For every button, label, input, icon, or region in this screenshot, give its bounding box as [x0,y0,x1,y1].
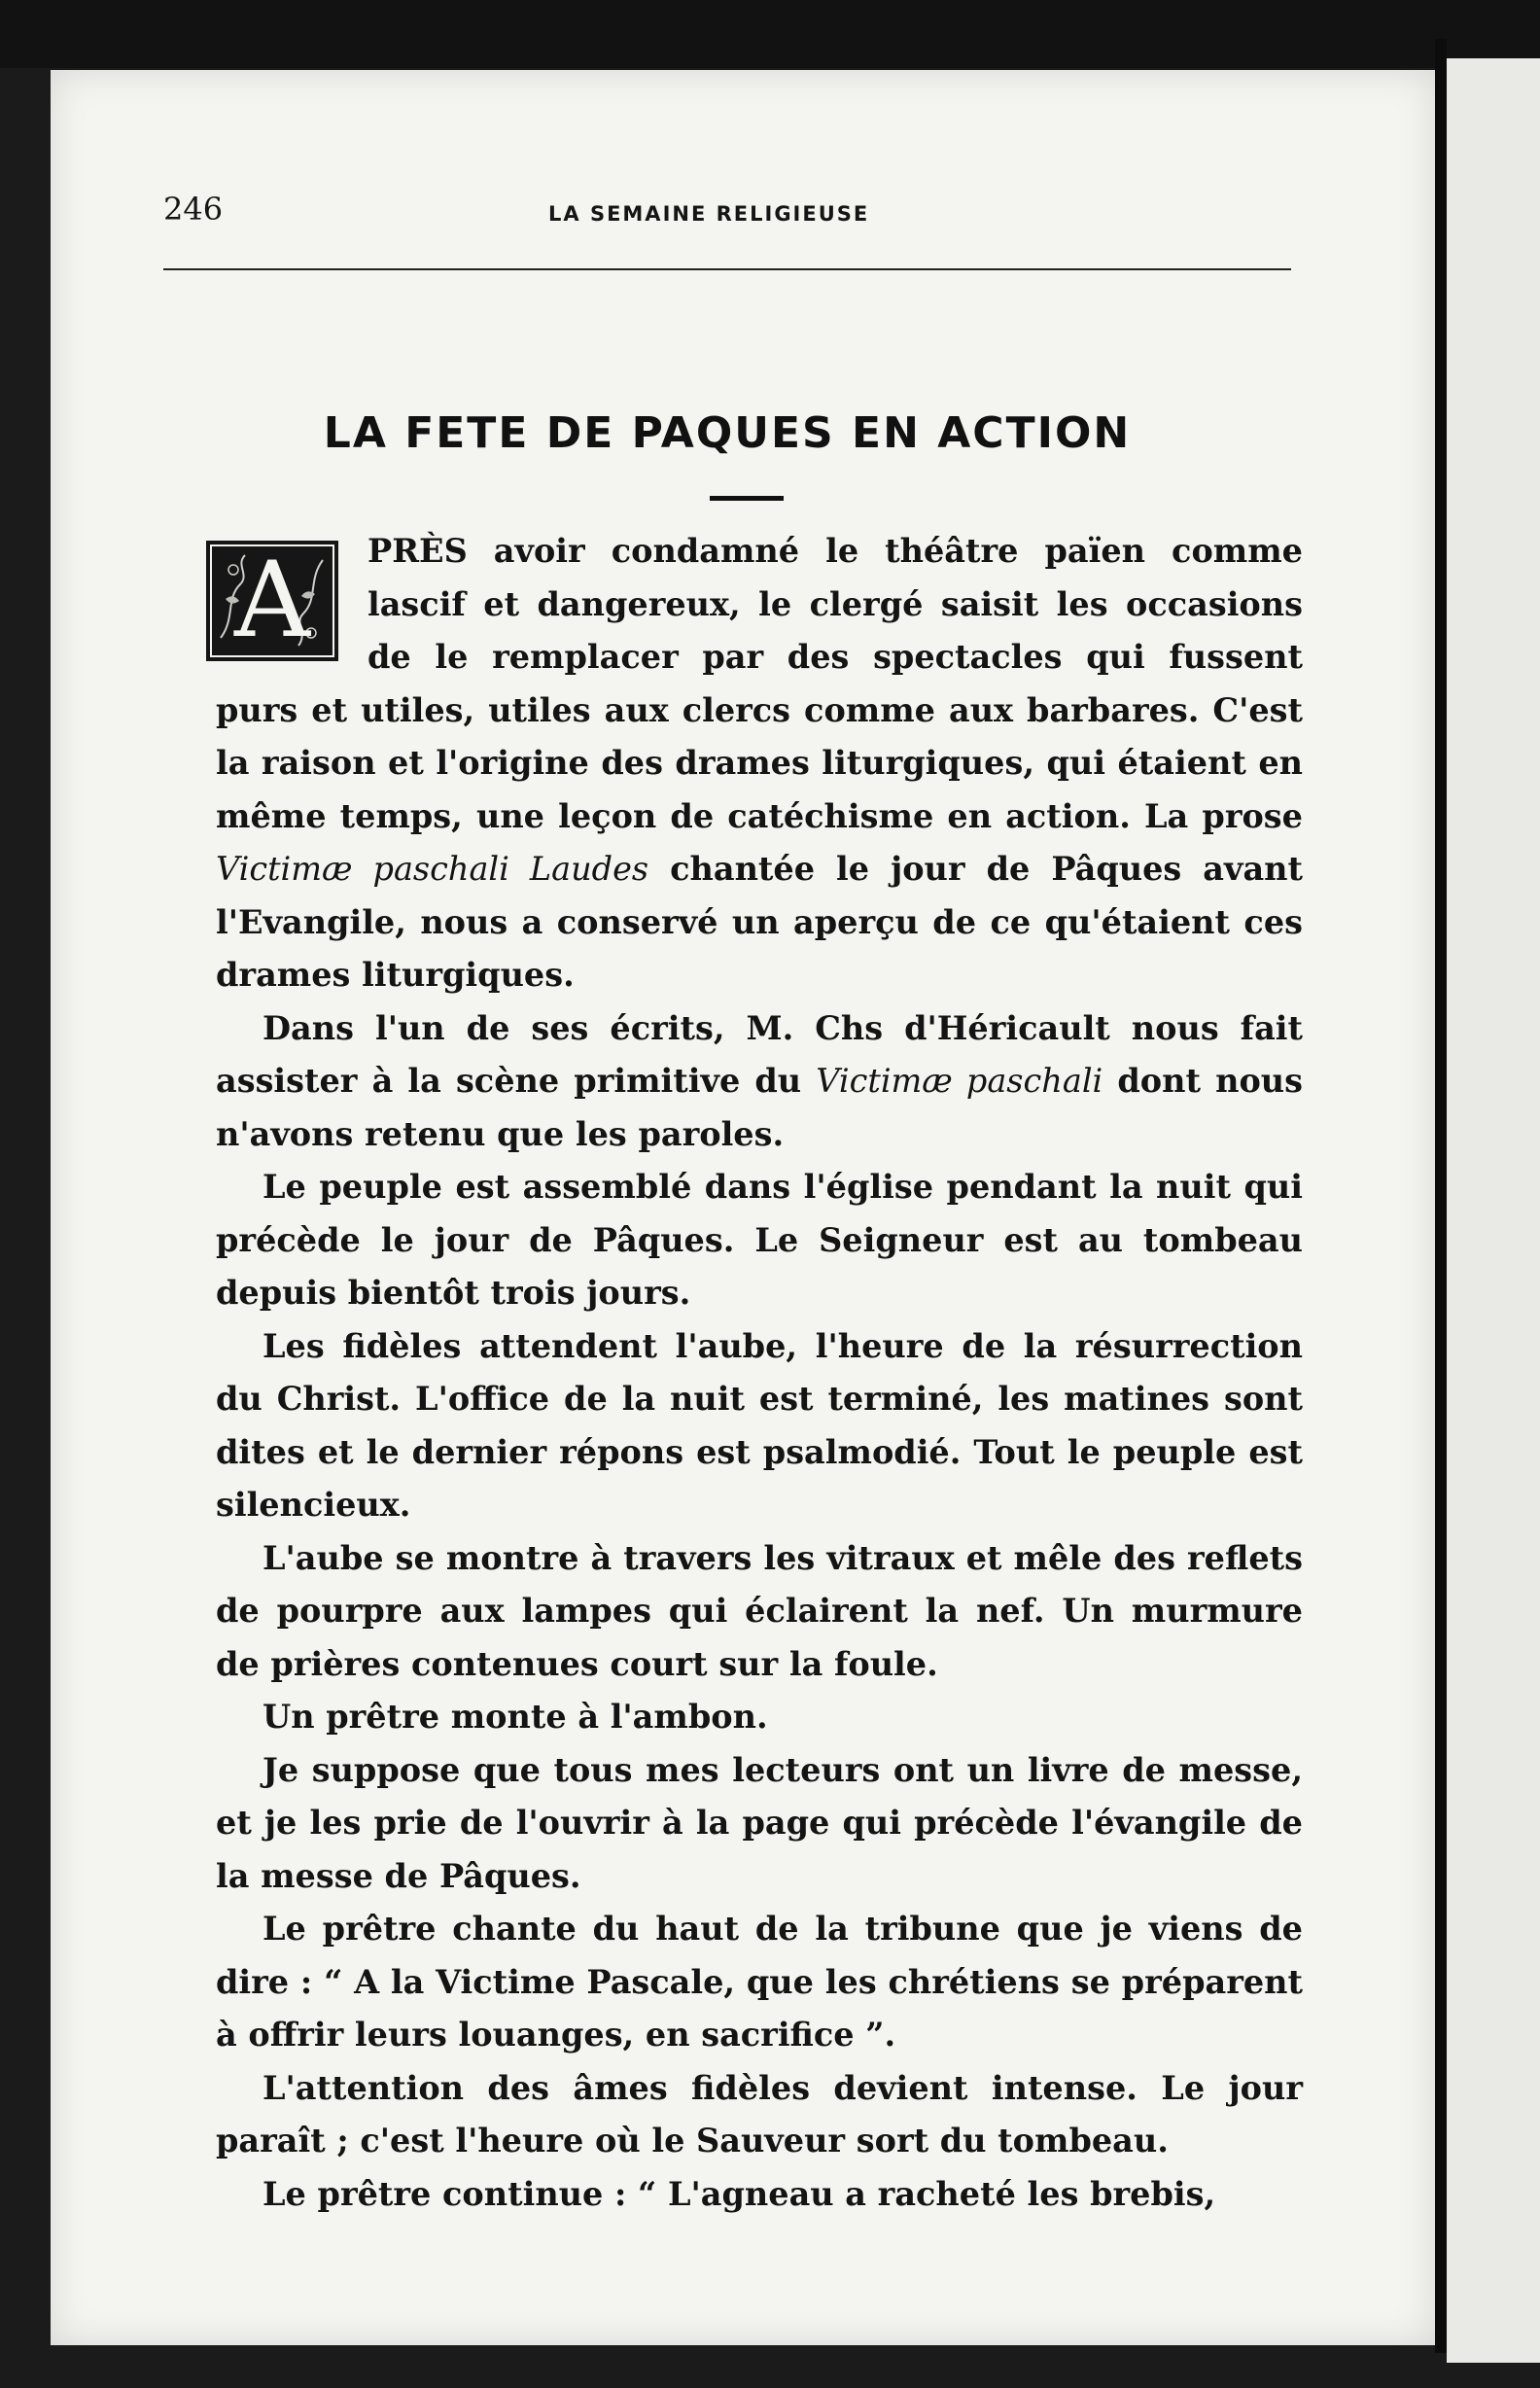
page-number: 246 [163,191,224,228]
drop-cap-letter: A [234,540,310,661]
paragraph-2-text-a: Dans l'un de ses écrits, M. Chs d'Héricault nous fait assister à la scène primitive du [216,1008,1303,1100]
paragraph-6: Un prêtre monte à l'ambon. [262,1698,768,1736]
scan-border [0,0,1540,68]
paragraph-10: Le prêtre continue : “ L'agneau a racheté les brebis, [262,2174,1216,2213]
paragraph-9: L'attention des âmes fidèles devient intense. Le jour paraît ; c'est l'heure où le Sauveur sort du tombeau. [216,2068,1303,2160]
article-body [216,525,1303,2221]
paragraph-8: Le prêtre chante du haut de la tribune que je viens de dire : “ A la Victime Pascale, que les chrétiens se préparent à offrir leurs louanges, en sacrifice ”. [216,1910,1303,2054]
paragraph-7: Je suppose que tous mes lecteurs ont un livre de messe, et je les prie de l'ouvrir à la page qui précède l'évangile de la messe de Pâques. [216,1750,1303,1895]
paragraph-1-rest [216,685,1303,1002]
paragraph-1-line-3: de le remplacer par des spectacles qui fussent [368,638,1303,676]
paragraph-2-text-b: dont nous n'avons retenu que les paroles. [216,1062,1304,1153]
paragraph-2 [216,1002,1303,1162]
header-rule [163,268,1291,270]
article-title: LA FETE DE PAQUES EN ACTION [323,408,1132,458]
adjacent-page-edge [1447,58,1540,2363]
paragraph-4: Les fidèles attendent l'aube, l'heure de la résurrection du Christ. L'office de la nuit est terminé, les matines sont dites et le dernier répons est psalmodié. Tout le peuple est silencieux. [216,1326,1303,1524]
paragraph-2-italic: Victimæ paschali [816,1062,1103,1100]
paragraph-1-text-a: purs et utiles, utiles aux clercs comme aux barbares. C'est la raison et l'origine des drames liturgiques, qui étaient en même temps, une leçon de catéchisme en action. La prose [216,690,1303,835]
paragraph-1-italic: Victimæ paschali Laudes [216,850,649,888]
title-rule [710,496,784,501]
page-gutter-shadow [1435,39,1447,2353]
paragraph-3: Le peuple est assemblé dans l'église pendant la nuit qui précède le jour de Pâques. Le Seigneur est au tombeau depuis bientôt trois jours. [216,1168,1303,1312]
running-title: LA SEMAINE RELIGIEUSE [548,202,870,226]
paragraph-1-line-1: PRÈS avoir condamné le théâtre païen comme [368,532,1303,570]
paragraph-1-line-2: lascif et dangereux, le clergé saisit les occasions [368,584,1303,623]
paragraph-1 [216,525,1303,1002]
paragraph-5: L'aube se montre à travers les vitraux et mêle des reflets de pourpre aux lampes qui éclairent la nef. Un murmure de prières contenues court sur la foule. [216,1538,1303,1683]
page-header [163,191,1291,249]
paragraph-1-text-b: chantée le jour de Pâques avant l'Evangile, nous a conservé un aperçu de ce qu'étaient ces drames liturgiques. [216,850,1303,994]
